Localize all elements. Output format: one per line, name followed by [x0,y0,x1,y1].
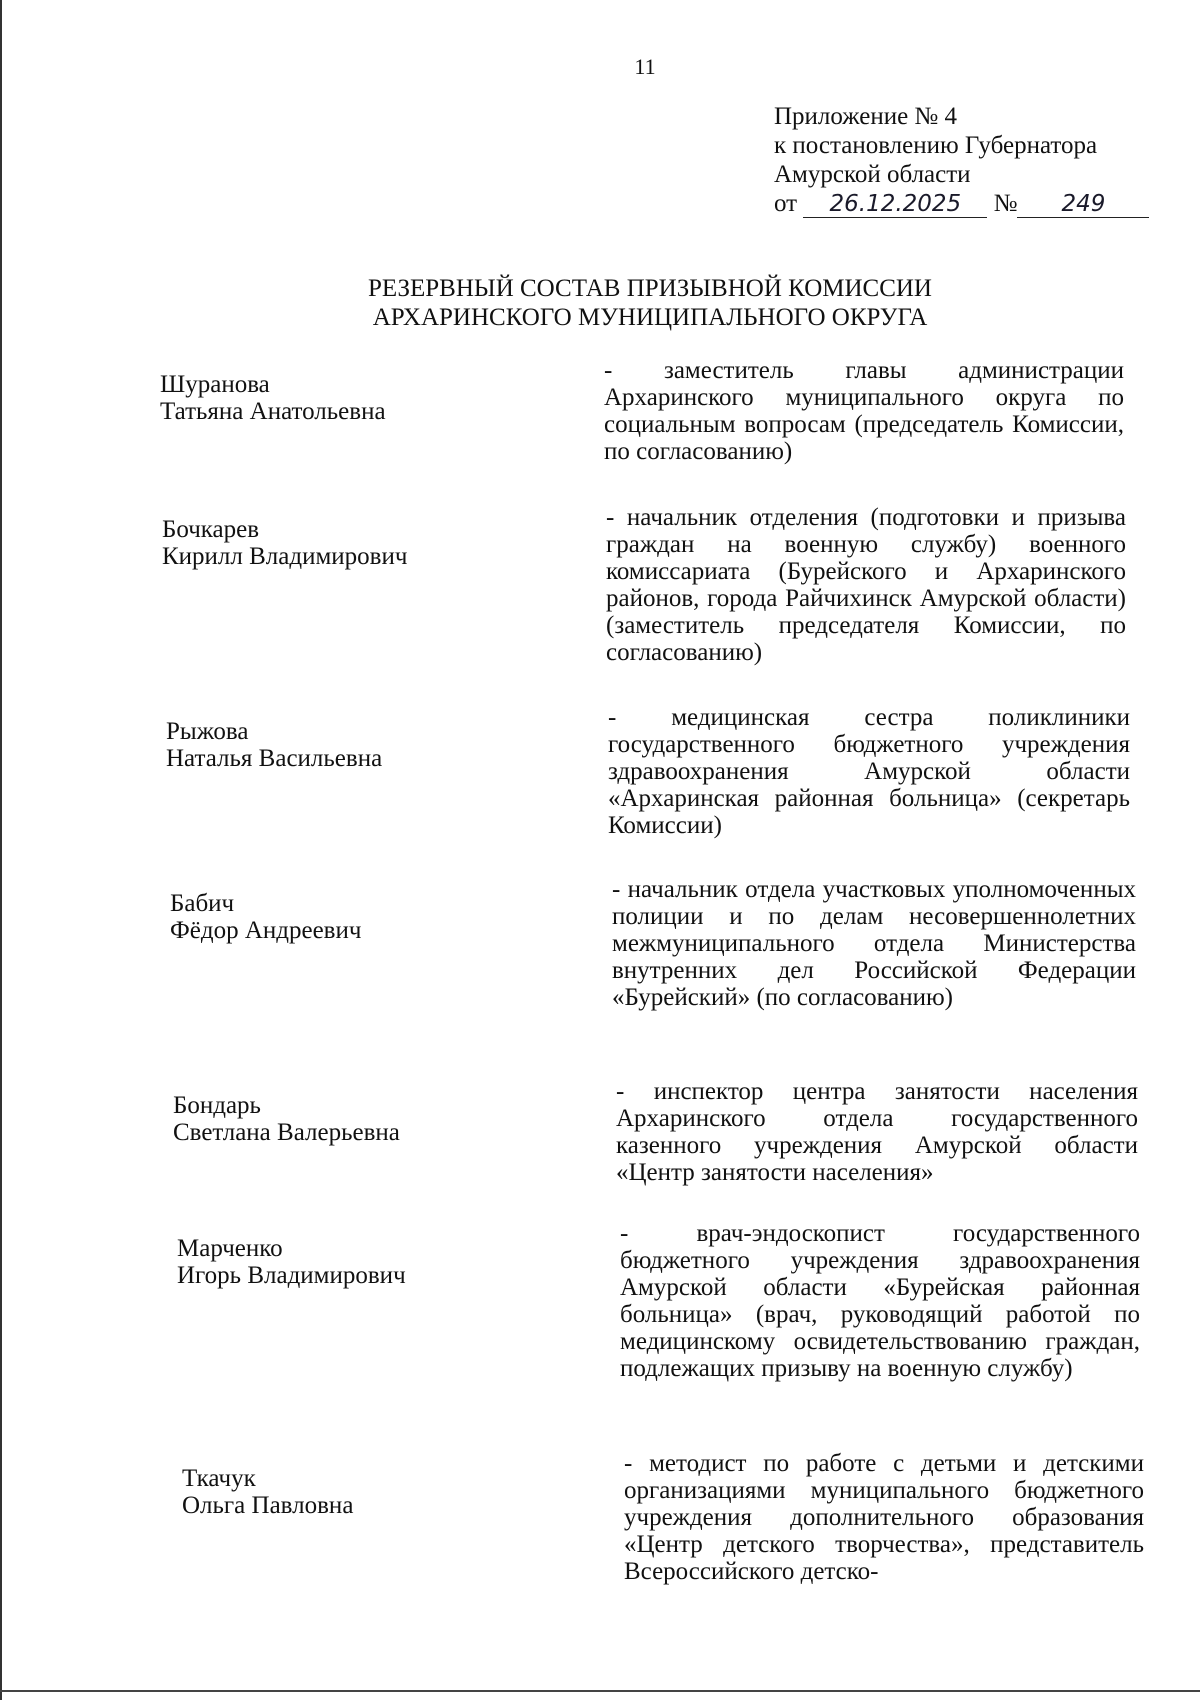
date-prefix: от [774,190,798,217]
member-name [162,516,407,570]
member-name [177,1235,406,1289]
member-name [173,1092,400,1146]
number-label: № [993,190,1018,217]
member-surname: Ткачук [182,1465,256,1492]
appendix-date-line [774,189,1149,218]
handwritten-date: 26.12.2025 [803,191,987,218]
document-title [300,274,1000,332]
member-surname: Шуранова [160,371,270,398]
member-given-names: Игорь Владимирович [177,1262,406,1289]
member-name [182,1465,353,1519]
member-description: - методист по работе с детьми и детскими организациями муниципального бюджетного учреждения дополнительного образования «Центр детского творчества», представитель Всероссийского детско- [624,1450,1144,1585]
member-given-names: Татьяна Анатольевна [160,398,386,425]
page-number: 11 [634,54,656,79]
member-name [160,371,386,425]
member-description: - заместитель главы администрации Архаринского муниципального округа по социальным вопросам (председатель Комиссии, по согласованию) [604,357,1124,465]
member-given-names: Кирилл Владимирович [162,543,408,570]
member-description: - начальник отдела участковых уполномоченных полиции и по делам несовершеннолетних межмуниципального отдела Министерства внутренних дел Российской Федерации «Бурейский» (по согласованию) [612,876,1136,1011]
member-given-names: Ольга Павловна [182,1492,354,1519]
member-name [166,718,382,772]
member-surname: Бочкарев [162,516,260,543]
document-title-line1: РЕЗЕРВНЫЙ СОСТАВ ПРИЗЫВНОЙ КОМИССИИ [367,275,932,302]
member-given-names: Светлана Валерьевна [173,1119,400,1146]
appendix-block [774,102,1149,218]
handwritten-number: 249 [1017,191,1149,218]
member-description: - начальник отделения (подготовки и призыва граждан на военную службу) военного комиссариата (Бурейского и Архаринского районов, города Райчихинск Амурской области) (заместитель председателя Комиссии, по согласованию) [606,504,1126,666]
appendix-title: Приложение № 4 [774,103,958,130]
member-name [170,890,361,944]
appendix-region: Амурской области [774,161,971,188]
scan-edge [0,0,2,1700]
document-title-line2: АРХАРИНСКОГО МУНИЦИПАЛЬНОГО ОКРУГА [372,304,928,331]
scan-edge-bottom [0,1690,1200,1692]
member-given-names: Фёдор Андреевич [170,917,362,944]
member-surname: Марченко [177,1235,283,1262]
member-surname: Бабич [170,890,235,917]
member-description: - инспектор центра занятости населения Архаринского отдела государственного казенного учреждения Амурской области «Центр занятости населения» [616,1078,1138,1186]
member-surname: Бондарь [173,1092,261,1119]
member-description: - медицинская сестра поликлиники государственного бюджетного учреждения здравоохранения Амурской области «Архаринская районная больница» (секретарь Комиссии) [608,704,1130,839]
member-description: - врач-эндоскопист государственного бюджетного учреждения здравоохранения Амурской области «Бурейская районная больница» (врач, руководящий работой по медицинскому освидетельствованию граждан, подлежащих призыву на военную службу) [620,1220,1140,1382]
member-surname: Рыжова [166,718,249,745]
member-given-names: Наталья Васильевна [166,745,383,772]
appendix-reference: к постановлению Губернатора [774,132,1098,159]
